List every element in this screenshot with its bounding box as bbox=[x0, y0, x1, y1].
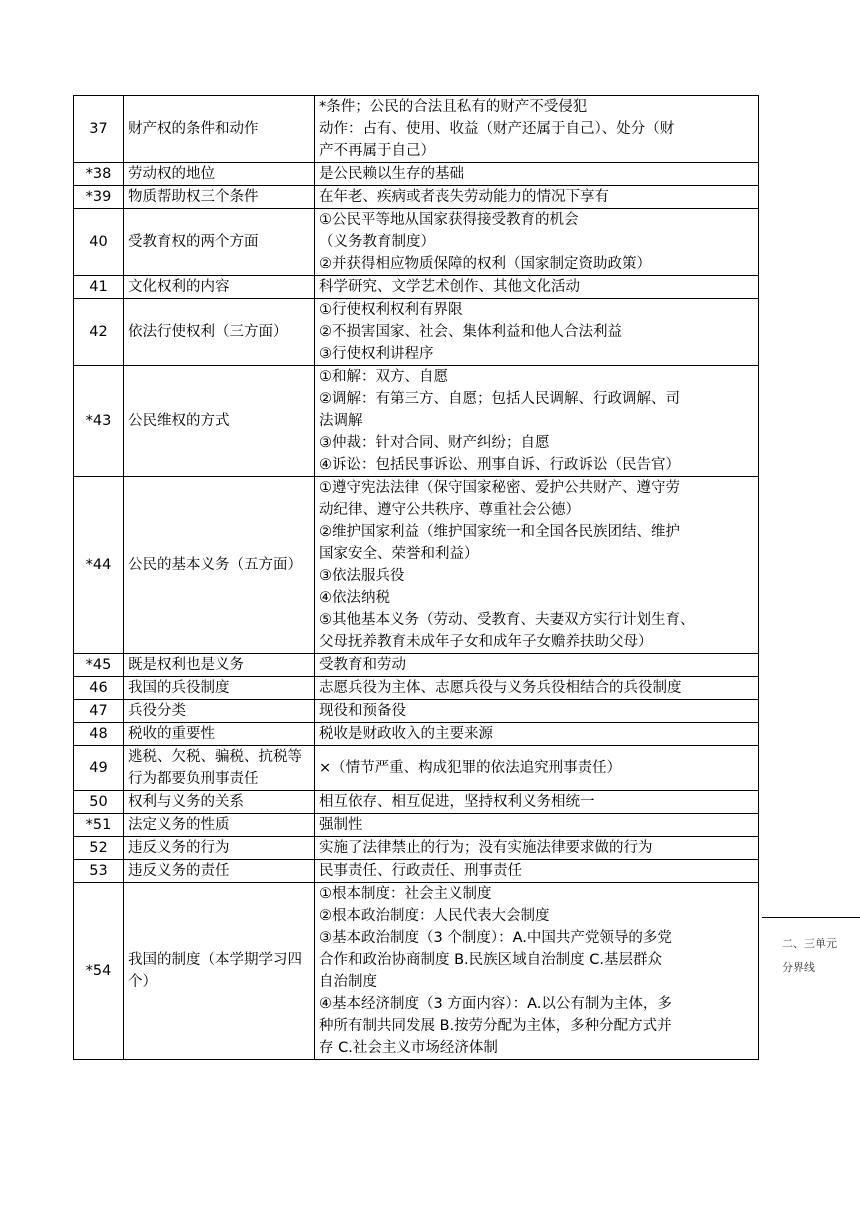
answer-line: 受教育和劳动 bbox=[319, 657, 406, 673]
table-row bbox=[74, 723, 759, 746]
table-row bbox=[74, 814, 759, 837]
answer-line: ③仲裁：针对合同、财产纠纷；自愿 bbox=[319, 435, 550, 451]
row-number: 40 bbox=[74, 209, 124, 276]
row-answer bbox=[315, 746, 759, 791]
row-answer bbox=[315, 723, 759, 746]
row-answer bbox=[315, 276, 759, 299]
answer-line: 动纪律、遵守公共秩序、尊重社会公德） bbox=[319, 502, 580, 518]
answer-line: 产不再属于自己） bbox=[319, 143, 435, 159]
row-number: *54 bbox=[74, 883, 124, 1060]
row-question: 依法行使权利（三方面） bbox=[124, 299, 315, 366]
row-number: 41 bbox=[74, 276, 124, 299]
row-question: 法定义务的性质 bbox=[124, 814, 315, 837]
row-question: 文化权利的内容 bbox=[124, 276, 315, 299]
answer-line: 税收是财政收入的主要来源 bbox=[319, 726, 493, 742]
answer-line: 是公民赖以生存的基础 bbox=[319, 166, 464, 182]
answer-line: （义务教育制度） bbox=[319, 234, 435, 250]
table-row bbox=[74, 366, 759, 477]
answer-line: 民事责任、行政责任、刑事责任 bbox=[319, 863, 522, 879]
answer-line: 实施了法律禁止的行为；没有实施法律要求做的行为 bbox=[319, 840, 653, 856]
answer-line: ①根本制度：社会主义制度 bbox=[319, 886, 492, 902]
answer-line: 存 C.社会主义市场经济体制 bbox=[319, 1040, 498, 1056]
answer-line: 科学研究、文学艺术创作、其他文化活动 bbox=[319, 279, 580, 295]
row-answer bbox=[315, 860, 759, 883]
row-question: 违反义务的责任 bbox=[124, 860, 315, 883]
answer-line: ×（情节严重、构成犯罪的依法追究刑事责任） bbox=[319, 760, 622, 776]
answer-line: 国家安全、荣誉和利益） bbox=[319, 546, 479, 562]
answer-line: 合作和政治协商制度 B.民族区域自治制度 C.基层群众 bbox=[319, 952, 663, 968]
answer-line: 现役和预备役 bbox=[319, 703, 406, 719]
row-question: 违反义务的行为 bbox=[124, 837, 315, 860]
table-row bbox=[74, 209, 759, 276]
row-number: *43 bbox=[74, 366, 124, 477]
row-answer bbox=[315, 477, 759, 654]
table-row bbox=[74, 654, 759, 677]
row-answer bbox=[315, 299, 759, 366]
row-number: 42 bbox=[74, 299, 124, 366]
row-number: 52 bbox=[74, 837, 124, 860]
row-number: *45 bbox=[74, 654, 124, 677]
row-question: 财产权的条件和动作 bbox=[124, 96, 315, 163]
row-number: *38 bbox=[74, 163, 124, 186]
answer-line: ②根本政治制度：人民代表大会制度 bbox=[319, 908, 550, 924]
row-answer bbox=[315, 677, 759, 700]
divider-label-line-1: 二、三单元 bbox=[782, 937, 837, 950]
row-answer bbox=[315, 883, 759, 1060]
row-answer bbox=[315, 700, 759, 723]
table-row bbox=[74, 677, 759, 700]
answer-line: ③依法服兵役 bbox=[319, 568, 405, 584]
row-number: *51 bbox=[74, 814, 124, 837]
answer-line: ③行使权利讲程序 bbox=[319, 346, 434, 362]
answer-line: ②并获得相应物质保障的权利（国家制定资助政策） bbox=[319, 256, 651, 272]
row-number: 47 bbox=[74, 700, 124, 723]
table-row bbox=[74, 860, 759, 883]
table-body bbox=[74, 96, 759, 1060]
answer-line: 法调解 bbox=[319, 413, 363, 429]
row-answer bbox=[315, 654, 759, 677]
row-number: 50 bbox=[74, 791, 124, 814]
row-number: 49 bbox=[74, 746, 124, 791]
answer-line: 志愿兵役为主体、志愿兵役与义务兵役相结合的兵役制度 bbox=[319, 680, 682, 696]
row-answer bbox=[315, 209, 759, 276]
knowledge-table bbox=[73, 95, 759, 1060]
answer-line: ②不损害国家、社会、集体利益和他人合法利益 bbox=[319, 324, 622, 340]
row-question: 公民的基本义务（五方面） bbox=[124, 477, 315, 654]
answer-line: ①公民平等地从国家获得接受教育的机会 bbox=[319, 212, 579, 228]
row-question: 受教育权的两个方面 bbox=[124, 209, 315, 276]
table-row bbox=[74, 299, 759, 366]
row-answer bbox=[315, 96, 759, 163]
row-question: 税收的重要性 bbox=[124, 723, 315, 746]
answer-line: ④诉讼：包括民事诉讼、刑事自诉、行政诉讼（民告官） bbox=[319, 457, 680, 473]
answer-line: 在年老、疾病或者丧失劳动能力的情况下享有 bbox=[319, 189, 609, 205]
row-answer bbox=[315, 814, 759, 837]
answer-line: ④基本经济制度（3 方面内容）：A.以公有制为主体，多 bbox=[319, 996, 672, 1012]
table-row bbox=[74, 276, 759, 299]
table-row bbox=[74, 163, 759, 186]
row-number: *44 bbox=[74, 477, 124, 654]
answer-line: ⑤其他基本义务（劳动、受教育、夫妻双方实行计划生育、 bbox=[319, 612, 695, 628]
table-row bbox=[74, 186, 759, 209]
answer-line: ③基本政治制度（3 个制度）：A.中国共产党领导的多党 bbox=[319, 930, 672, 946]
table-row bbox=[74, 883, 759, 1060]
answer-line: ①行使权利权利有界限 bbox=[319, 302, 463, 318]
row-question: 权利与义务的关系 bbox=[124, 791, 315, 814]
row-question: 兵役分类 bbox=[124, 700, 315, 723]
row-answer bbox=[315, 186, 759, 209]
row-question: 公民维权的方式 bbox=[124, 366, 315, 477]
table-row bbox=[74, 700, 759, 723]
answer-line: ②调解：有第三方、自愿；包括人民调解、行政调解、司 bbox=[319, 391, 680, 407]
row-number: 53 bbox=[74, 860, 124, 883]
answer-line: *条件；公民的合法且私有的财产不受侵犯 bbox=[319, 99, 588, 115]
answer-line: ④依法纳税 bbox=[319, 590, 390, 606]
table-row bbox=[74, 837, 759, 860]
table-row bbox=[74, 791, 759, 814]
answer-line: 种所有制共同发展 B.按劳分配为主体，多种分配方式并 bbox=[319, 1018, 672, 1034]
row-question: 既是权利也是义务 bbox=[124, 654, 315, 677]
answer-line: 相互依存、相互促进，坚持权利义务相统一 bbox=[319, 794, 595, 810]
unit-divider-note bbox=[762, 917, 860, 980]
row-question: 我国的制度（本学期学习四个） bbox=[124, 883, 315, 1060]
row-question: 逃税、欠税、骗税、抗税等行为都要负刑事责任 bbox=[124, 746, 315, 791]
row-question: 我国的兵役制度 bbox=[124, 677, 315, 700]
row-number: *39 bbox=[74, 186, 124, 209]
table-row bbox=[74, 96, 759, 163]
answer-line: 父母抚养教育未成年子女和成年子女赡养扶助父母） bbox=[319, 634, 653, 650]
row-number: 37 bbox=[74, 96, 124, 163]
table-row bbox=[74, 477, 759, 654]
answer-line: ②维护国家利益（维护国家统一和全国各民族团结、维护 bbox=[319, 524, 680, 540]
answer-line: ①和解：双方、自愿 bbox=[319, 369, 448, 385]
row-question: 劳动权的地位 bbox=[124, 163, 315, 186]
row-answer bbox=[315, 791, 759, 814]
row-answer bbox=[315, 837, 759, 860]
row-question: 物质帮助权三个条件 bbox=[124, 186, 315, 209]
answer-line: 强制性 bbox=[319, 817, 363, 833]
row-answer bbox=[315, 163, 759, 186]
divider-label-line-2: 分界线 bbox=[782, 961, 815, 974]
row-number: 48 bbox=[74, 723, 124, 746]
answer-line: ①遵守宪法法律（保守国家秘密、爱护公共财产、遵守劳 bbox=[319, 480, 680, 496]
answer-line: 自治制度 bbox=[319, 974, 377, 990]
row-number: 46 bbox=[74, 677, 124, 700]
row-answer bbox=[315, 366, 759, 477]
answer-line: 动作：占有、使用、收益（财产还属于自己）、处分（财 bbox=[319, 121, 675, 137]
divider-label bbox=[782, 932, 860, 980]
divider-rule bbox=[762, 917, 860, 918]
table-row bbox=[74, 746, 759, 791]
